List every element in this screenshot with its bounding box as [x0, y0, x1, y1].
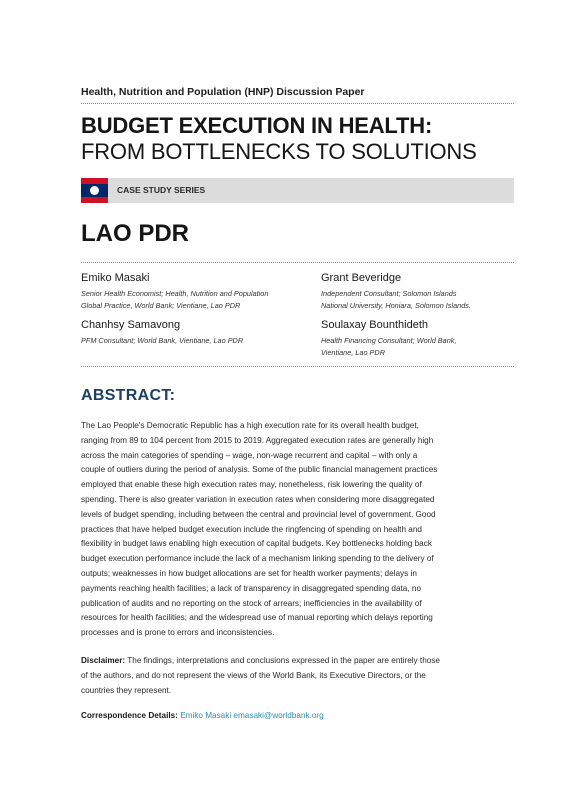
- author-name: Soulaxay Bounthideth: [321, 319, 429, 331]
- affiliation-line: PFM Consultant; World Bank, Vientiane, Lao PDR: [81, 336, 244, 345]
- abstract-line: flexibility in budget laws enabling high execution of capital budgets. Key bottlenecks holding back: [81, 539, 432, 549]
- title-line-2: FROM BOTTLENECKS TO SOLUTIONS: [81, 139, 477, 164]
- affiliation-line: Global Practice, World Bank; Vientiane, Lao PDR: [81, 300, 241, 310]
- author-affiliation: [81, 335, 296, 347]
- disclaimer-text: The findings, interpretations and conclusions expressed in the paper are entirely those: [125, 656, 440, 665]
- affiliation-line: National University, Honiara, Solomon Islands.: [321, 300, 471, 310]
- abstract-line: budget execution performance include the lack of a mechanism linking spending to the delivery of: [81, 554, 434, 564]
- abstract-line: levels of budget spending, including between the central and provincial level of government. Good: [81, 509, 436, 519]
- correspondence-email-link[interactable]: Emiko Masaki emasaki@worldbank.org: [177, 711, 324, 720]
- abstract-line: spending. There is also greater variation in execution rates when considering more disaggregated: [81, 494, 435, 504]
- affiliation-line: Senior Health Economist; Health, Nutrition and Population: [81, 289, 269, 298]
- disclaimer-line: of the authors, and do not represent the views of the World Bank, its Executive Directors, or the: [81, 670, 426, 680]
- abstract-heading: ABSTRACT:: [81, 387, 176, 404]
- abstract-line: outputs; weaknesses in how budget allocations are set for health worker payments; delays in: [81, 568, 417, 578]
- abstract-line: couple of outliers during the period of analysis. Some of the public financial management practices: [81, 465, 438, 475]
- abstract-line: The Lao People's Democratic Republic has a high execution rate for its overall health budget,: [81, 421, 419, 430]
- disclaimer-label: Disclaimer:: [81, 656, 126, 665]
- author-affiliation: [321, 335, 536, 358]
- series-label: Health, Nutrition and Population (HNP) Discussion Paper: [81, 86, 365, 98]
- abstract-line: practices that have helped budget execution include the ringfencing of spending on health and: [81, 524, 422, 534]
- author-name: Emiko Masaki: [81, 272, 150, 284]
- author-block-4: [321, 319, 536, 358]
- disclaimer: [81, 654, 517, 698]
- correspondence-label: Correspondence Details:: [81, 711, 178, 720]
- correspondence: [81, 709, 517, 724]
- abstract-line: ranging from 89 to 104 percent from 2015 to 2019. Aggregated execution rates are generally high: [81, 435, 434, 445]
- country-title: LAO PDR: [81, 220, 189, 247]
- author-block-2: [321, 272, 536, 311]
- affiliation-line: Health Financing Consultant; World Bank,: [321, 336, 457, 345]
- author-name: Grant Beveridge: [321, 272, 402, 284]
- case-study-label: CASE STUDY SERIES: [117, 185, 206, 195]
- abstract-body: [81, 419, 517, 641]
- disclaimer-line: [81, 654, 517, 669]
- abstract-line: resources for health facilities; and the widespread use of manual reporting which delays reporting: [81, 613, 433, 623]
- title-line-1: BUDGET EXECUTION IN HEALTH:: [81, 113, 433, 138]
- disclaimer-line: countries they represent.: [81, 685, 172, 695]
- abstract-line: payments reaching health facilities; a lack of transparency in disaggregated spending data, no: [81, 583, 421, 593]
- authors-bottom-divider: [81, 366, 514, 367]
- abstract-line: processes and is prone to errors and inconsistencies.: [81, 628, 275, 638]
- author-affiliation: [321, 288, 536, 311]
- abstract-line: employed that enable these high execution rates may, nonetheless, risk lowering the quality of: [81, 480, 422, 490]
- abstract-line: publication of audits and no reporting on the stock of arrears; inefficiencies in the availability of: [81, 598, 422, 608]
- abstract-line: across the main categories of spending – wage, non-wage recurrent and capital – with only a: [81, 450, 418, 460]
- authors-top-divider: [81, 262, 514, 263]
- laos-flag-icon: [81, 178, 108, 203]
- author-block-3: [81, 319, 296, 347]
- author-block-1: [81, 272, 296, 311]
- affiliation-line: Vientiane, Lao PDR: [321, 347, 385, 357]
- affiliation-line: Independent Consultant; Solomon Islands: [321, 289, 457, 298]
- author-affiliation: [81, 288, 296, 311]
- author-name: Chanhsy Samavong: [81, 319, 181, 331]
- header-divider: [81, 103, 514, 104]
